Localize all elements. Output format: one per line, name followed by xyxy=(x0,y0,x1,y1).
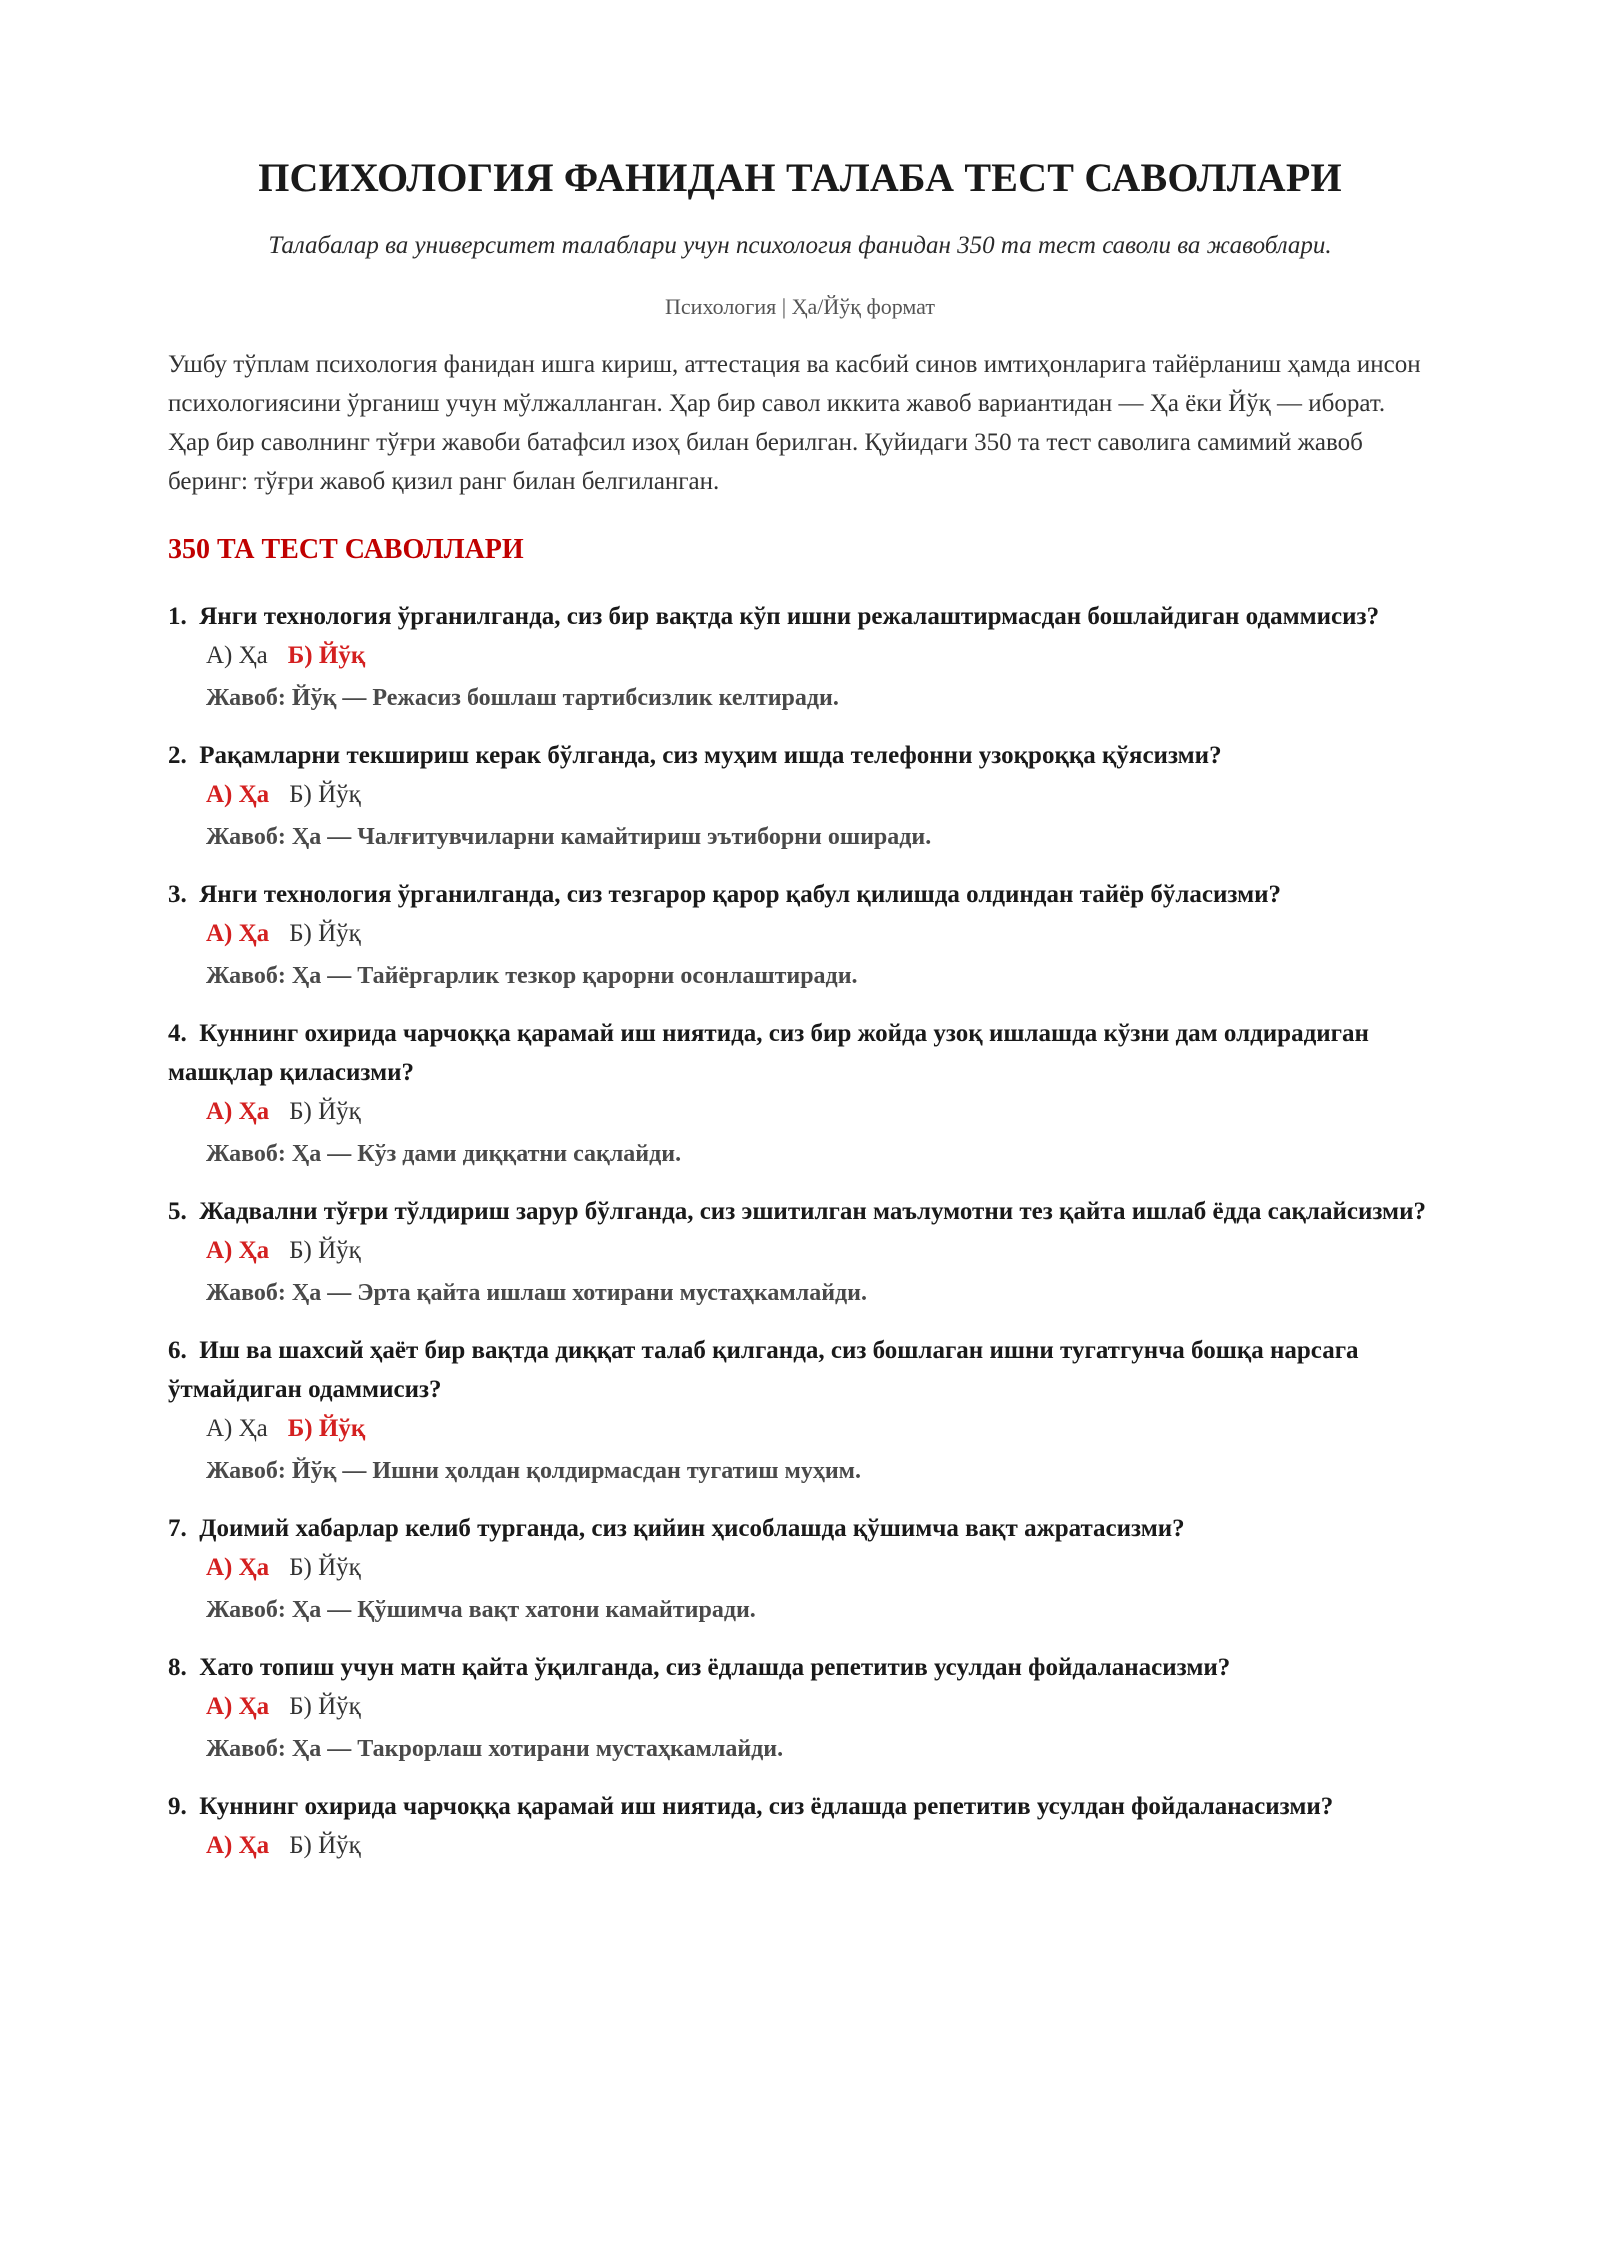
question-item xyxy=(168,875,1432,996)
question-item xyxy=(168,597,1432,718)
question-number: 5. xyxy=(168,1198,187,1225)
option-b: Б) Йўқ xyxy=(289,1098,361,1125)
question-text: 1. Янги технология ўрганилганда, сиз бир вақтда кўп ишни режалаштирмасдан бошлайдиган одаммисиз? xyxy=(168,603,1380,630)
page-subtitle: Талабалар ва университет талаблари учун психология фанидан 350 та тест саволи ва жавоблари. xyxy=(268,232,1332,259)
option-a-correct: А) Ҳа xyxy=(206,1237,270,1264)
answer-options xyxy=(168,1409,1432,1449)
question-text: 2. Рақамларни текшириш керак бўлганда, сиз муҳим ишда телефонни узоқроққа қўясизми? xyxy=(168,742,1222,769)
question-number: 6. xyxy=(168,1337,187,1364)
option-b: Б) Йўқ xyxy=(289,781,361,808)
question-number: 8. xyxy=(168,1654,187,1681)
answer-options xyxy=(168,775,1432,815)
question-text: 8. Хато топиш учун матн қайта ўқилганда, сиз ёдлашда репетитив усулдан фойдаланасизми? xyxy=(168,1654,1231,1681)
answer-options xyxy=(168,914,1432,954)
page-title: ПСИХОЛОГИЯ ФАНИДАН ТАЛАБА ТЕСТ САВОЛЛАРИ xyxy=(258,155,1342,200)
question-text: 4. Куннинг охирида чарчоққа қарамай иш ниятида, сиз бир жойда узоқ ишлашда кўзни дам олдирадиган машқлар қиласизми? xyxy=(168,1020,1369,1086)
answer-options xyxy=(168,1548,1432,1588)
option-b: Б) Йўқ xyxy=(289,1237,361,1264)
document-meta: Психология | Ҳа/Йўқ формат xyxy=(665,294,935,319)
answer-options xyxy=(168,1092,1432,1132)
answer-explanation: Жавоб: Ҳа — Кўз дами диққатни сақлайди. xyxy=(206,1141,682,1167)
question-item xyxy=(168,736,1432,857)
section-heading: 350 ТА ТЕСТ САВОЛЛАРИ xyxy=(168,534,524,565)
question-item xyxy=(168,1192,1432,1313)
question-list xyxy=(168,597,1432,1866)
option-a-correct: А) Ҳа xyxy=(206,1098,270,1125)
intro-paragraph: Ушбу тўплам психология фанидан ишга кириш, аттестация ва касбий синов имтиҳонларига тайёрланиш ҳамда инсон психологиясини ўрганиш учун мўлжалланган. Ҳар бир савол иккита жавоб вариантидан — Ҳа ёки Йўқ — иборат. Ҳар бир саволнинг тўғри жавоби батафсил изоҳ билан берилган. Қуйидаги 350 та тест саволига самимий жавоб беринг: тўғри жавоб қизил ранг билан белгиланган. xyxy=(168,351,1421,495)
option-b-correct: Б) Йўқ xyxy=(287,642,366,669)
question-number: 2. xyxy=(168,742,187,769)
answer-explanation: Жавоб: Ҳа — Такрорлаш хотирани мустаҳкамлайди. xyxy=(206,1736,784,1762)
question-text: 7. Доимий хабарлар келиб турганда, сиз қийин ҳисоблашда қўшимча вақт ажратасизми? xyxy=(168,1515,1185,1542)
option-a-correct: А) Ҳа xyxy=(206,781,270,808)
answer-options xyxy=(168,1687,1432,1727)
option-b: Б) Йўқ xyxy=(289,1554,361,1581)
answer-explanation: Жавоб: Ҳа — Тайёргарлик тезкор қарорни осонлаштиради. xyxy=(206,963,858,989)
answer-explanation: Жавоб: Ҳа — Эрта қайта ишлаш хотирани мустаҳкамлайди. xyxy=(206,1280,868,1306)
option-a-correct: А) Ҳа xyxy=(206,1832,270,1859)
question-item xyxy=(168,1509,1432,1630)
option-b: Б) Йўқ xyxy=(289,1832,361,1859)
question-text: 9. Куннинг охирида чарчоққа қарамай иш ниятида, сиз ёдлашда репетитив усулдан фойдаланасизми? xyxy=(168,1793,1334,1820)
answer-options xyxy=(168,1231,1432,1271)
answer-explanation: Жавоб: Ҳа — Чалғитувчиларни камайтириш эътиборни оширади. xyxy=(206,824,932,850)
question-item xyxy=(168,1648,1432,1769)
option-a-correct: А) Ҳа xyxy=(206,1693,270,1720)
question-text: 5. Жадвални тўғри тўлдириш зарур бўлганда, сиз эшитилган маълумотни тез қайта ишлаб ёдда сақлайсизми? xyxy=(168,1198,1426,1225)
option-a-correct: А) Ҳа xyxy=(206,920,270,947)
question-item xyxy=(168,1014,1432,1174)
question-number: 9. xyxy=(168,1793,187,1820)
option-b: Б) Йўқ xyxy=(289,920,361,947)
question-item xyxy=(168,1787,1432,1866)
question-number: 3. xyxy=(168,881,187,908)
question-number: 4. xyxy=(168,1020,187,1047)
question-item xyxy=(168,1331,1432,1491)
question-number: 1. xyxy=(168,603,187,630)
option-b-correct: Б) Йўқ xyxy=(287,1415,366,1442)
option-a-correct: А) Ҳа xyxy=(206,1554,270,1581)
answer-explanation: Жавоб: Йўқ — Ишни ҳолдан қолдирмасдан тугатиш муҳим. xyxy=(206,1458,862,1484)
option-a: А) Ҳа xyxy=(206,642,268,669)
option-b: Б) Йўқ xyxy=(289,1693,361,1720)
answer-options xyxy=(168,636,1432,676)
answer-explanation: Жавоб: Йўқ — Режасиз бошлаш тартибсизлик келтиради. xyxy=(206,685,839,711)
question-text: 6. Иш ва шахсий ҳаёт бир вақтда диққат талаб қилганда, сиз бошлаган ишни тугатгунча бошқа нарсага ўтмайдиган одаммисиз? xyxy=(168,1337,1359,1403)
answer-options xyxy=(168,1826,1432,1866)
answer-explanation: Жавоб: Ҳа — Қўшимча вақт хатони камайтиради. xyxy=(206,1597,756,1623)
question-text: 3. Янги технология ўрганилганда, сиз тезгарор қарор қабул қилишда олдиндан тайёр бўласизми? xyxy=(168,881,1282,908)
question-number: 7. xyxy=(168,1515,187,1542)
option-a: А) Ҳа xyxy=(206,1415,268,1442)
